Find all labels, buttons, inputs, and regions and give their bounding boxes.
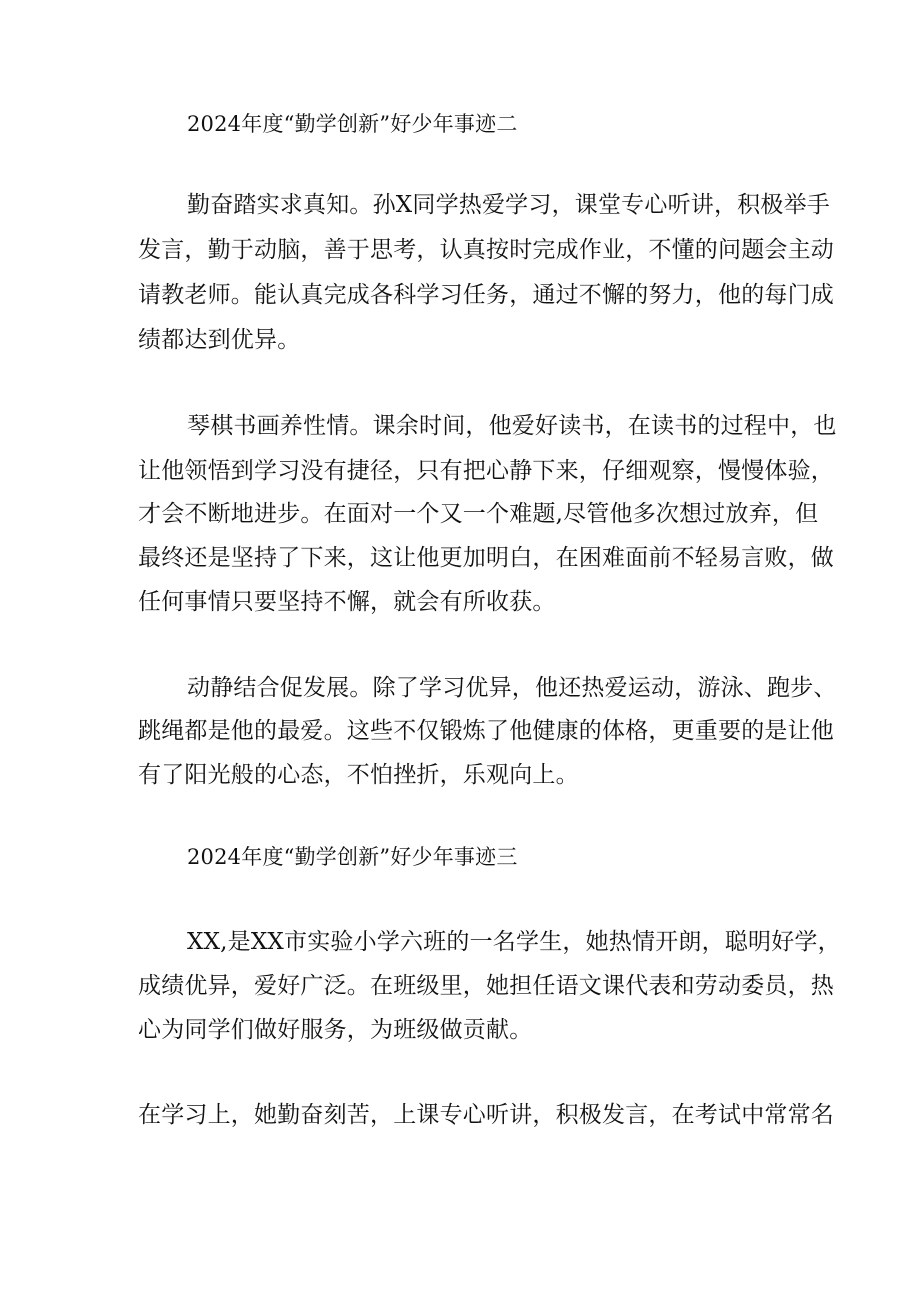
paragraph-line: 有了阳光般的心态，不怕挫折，乐观向上。 (138, 762, 579, 788)
paragraph-line: 心为同学们做好服务，为班级做贡献。 (138, 1017, 533, 1043)
paragraph-line: 在学习上，她勤奋刻苦，上课专心听讲，积极发言，在考试中常常名 (138, 1102, 834, 1128)
paragraph-line: 才会不断地进步。在面对一个又一个难题,尽管他多次想过放弃，但 (138, 501, 819, 527)
section-heading-2: 2024年度“勤学创新”好少年事迹二 (187, 112, 518, 136)
paragraph-line: XX,是XX市实验小学六班的一名学生，她热情开朗，聪明好学， (187, 929, 841, 955)
paragraph-line: 绩都达到优异。 (138, 327, 301, 353)
section-heading-3: 2024年度“勤学创新”好少年事迹三 (187, 845, 518, 869)
paragraph-line: 最终还是坚持了下来，这让他更加明白，在困难面前不轻易言败，做 (138, 545, 834, 571)
paragraph-line: 勤奋踏实求真知。孙X同学热爱学习，课堂专心听讲，积极举手 (187, 192, 830, 218)
paragraph-line: 发言，勤于动脑，善于思考，认真按时完成作业，不懂的问题会主动 (138, 237, 834, 263)
paragraph-line: 让他领悟到学习没有捷径，只有把心静下来，仔细观察，慢慢体验， (138, 458, 834, 484)
paragraph-line: 请教老师。能认真完成各科学习任务，通过不懈的努力，他的每门成 (138, 282, 834, 308)
paragraph-line: 跳绳都是他的最爱。这些不仅锻炼了他健康的体格，更重要的是让他 (138, 718, 834, 744)
paragraph-line: 任何事情只要坚持不懈，就会有所收获。 (138, 589, 556, 615)
paragraph-line: 动静结合促发展。除了学习优异，他还热爱运动，游泳、跑步、 (187, 675, 837, 701)
paragraph-line: 琴棋书画养性情。课余时间，他爱好读书，在读书的过程中，也 (187, 413, 837, 439)
paragraph-line: 成绩优异，爱好广泛。在班级里，她担任语文课代表和劳动委员，热 (138, 973, 834, 999)
